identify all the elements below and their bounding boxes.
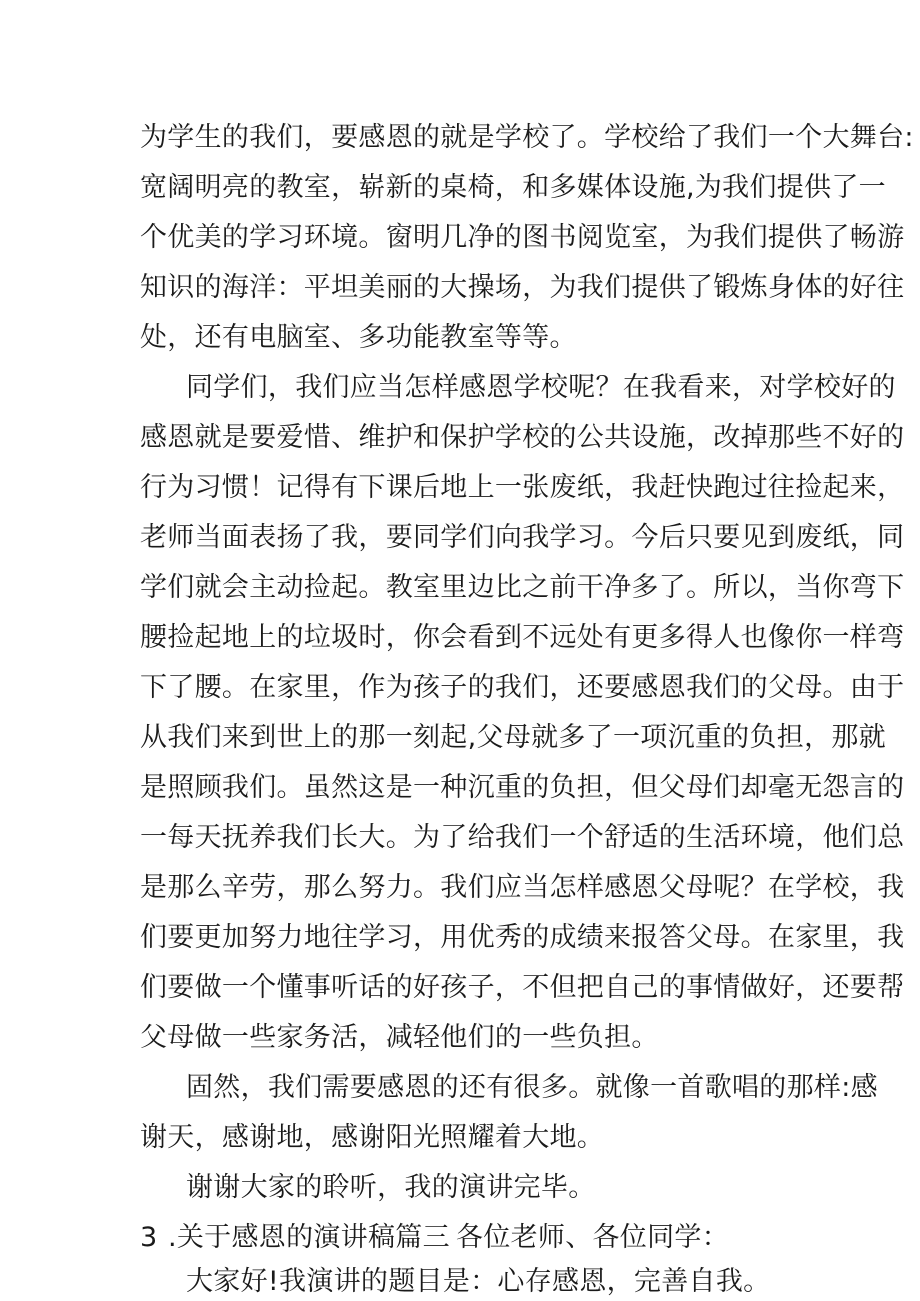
text-line: 为学生的我们，要感恩的就是学校了。学校给了我们一个大舞台: (140, 122, 914, 153)
section-number: 3 (140, 1222, 158, 1253)
section-title: .关于感恩的演讲稿篇三 (168, 1222, 450, 1253)
text-line: 宽阔明亮的教室，崭新的桌椅，和多媒体设施,为我们提供了一 (140, 172, 886, 203)
text-line: 们要做一个懂事听话的好孩子，不但把自己的事情做好，还要帮 (140, 972, 905, 1003)
text-line: 一每天抚养我们长大。为了给我们一个舒适的生活环境，他们总 (140, 822, 905, 853)
text-line: 父母做一些家务活，减轻他们的一些负担。 (140, 1022, 659, 1053)
text-line: 谢天，感谢地，感谢阳光照耀着大地。 (140, 1122, 605, 1153)
text-line: 是照顾我们。虽然这是一种沉重的负担，但父母们却毫无怨言的 (140, 772, 905, 803)
text-line: 固然，我们需要感恩的还有很多。就像一首歌唱的那样:感 (186, 1072, 878, 1103)
text-line: 下了腰。在家里，作为孩子的我们，还要感恩我们的父母。由于 (140, 672, 905, 703)
text-line: 个优美的学习环境。窗明几净的图书阅览室，为我们提供了畅游 (140, 222, 905, 253)
text-line: 学们就会主动捡起。教室里边比之前干净多了。所以，当你弯下 (140, 572, 905, 603)
text-line: 老师当面表扬了我，要同学们向我学习。今后只要见到废纸，同 (140, 522, 905, 553)
text-line: 知识的海洋：平坦美丽的大操场，为我们提供了锻炼身体的好往 (140, 272, 905, 303)
text-line: 腰捡起地上的垃圾时，你会看到不远处有更多得人也像你一样弯 (140, 622, 905, 653)
closing-line: 谢谢大家的聆听，我的演讲完毕。 (186, 1172, 596, 1203)
opening-line: 大家好!我演讲的题目是：心存感恩，完善自我。 (186, 1266, 771, 1297)
text-line: 处，还有电脑室、多功能教室等等。 (140, 322, 577, 353)
text-line: 从我们来到世上的那一刻起,父母就多了一项沉重的负担，那就 (140, 722, 886, 753)
text-line: 同学们，我们应当怎样感恩学校呢？在我看来，对学校好的 (186, 372, 896, 403)
text-line: 是那么辛劳，那么努力。我们应当怎样感恩父母呢？在学校，我 (140, 872, 905, 903)
text-line: 感恩就是要爱惜、维护和保护学校的公共设施，改掉那些不好的 (140, 422, 905, 453)
section-greeting: 各位老师、各位同学： (456, 1222, 729, 1253)
text-line: 行为习惯！记得有下课后地上一张废纸，我赶快跑过往捡起来， (140, 472, 905, 503)
text-line: 们要更加努力地往学习，用优秀的成绩来报答父母。在家里，我 (140, 922, 905, 953)
